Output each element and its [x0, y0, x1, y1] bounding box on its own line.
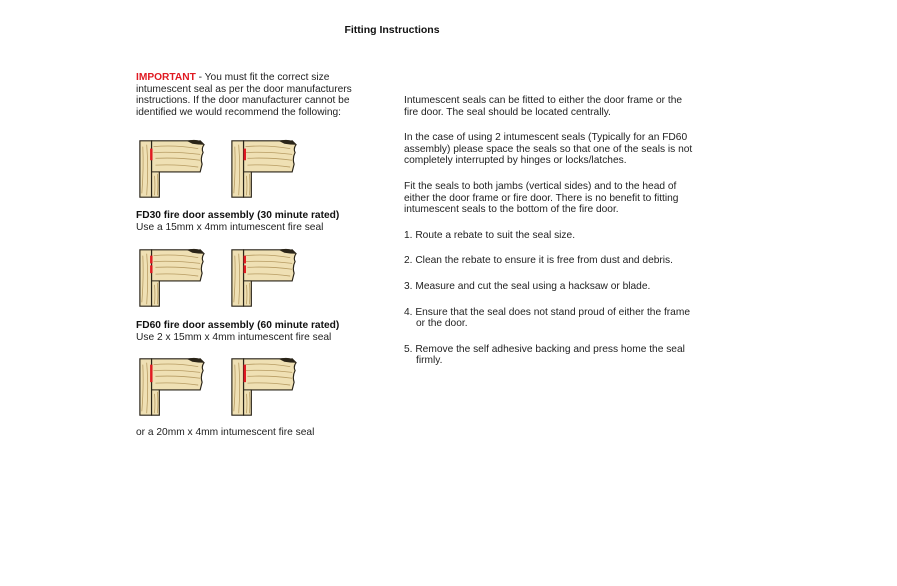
step-5: 5. Remove the self adhesive backing and press home the seal firmly.	[404, 343, 685, 367]
fd30-heading: FD30 fire door assembly (30 minute rated)	[136, 210, 340, 221]
fd30-caption	[136, 210, 396, 233]
double-seal-door-diagram	[228, 247, 298, 309]
seal-in-door-diagram	[228, 138, 298, 200]
important-note	[136, 72, 386, 118]
step-1: 1. Route a rebate to suit the seal size.	[404, 229, 576, 241]
wide-seal-door-diagram	[228, 356, 298, 418]
alt-seal-text: or a 20mm x 4mm intumescent fire seal	[136, 427, 315, 438]
fd60-caption	[136, 320, 396, 343]
fd60-heading: FD60 fire door assembly (60 minute rated)	[136, 320, 340, 331]
step-2: 2. Clean the rebate to ensure it is free from dust and debris.	[404, 255, 673, 267]
fd30-text: Use a 15mm x 4mm intumescent fire seal	[136, 221, 324, 233]
page-title: Fitting Instructions	[344, 24, 440, 36]
step-3: 3. Measure and cut the seal using a hacksaw or blade.	[404, 280, 651, 292]
important-text: - You must fit the correct size intumescent seal as per the door manufacturers instructions. If the door manufacturer cannot be identified we would recommend the following:	[136, 72, 352, 118]
jambs-paragraph: Fit the seals to both jambs (vertical sides) and to the head of either the door frame or fire door. There is no benefit to fitting intumescent seals to the bottom of the fire door.	[404, 180, 679, 216]
instructions-column	[404, 95, 694, 381]
step-4: 4. Ensure that the seal does not stand proud of either the frame or the door.	[404, 306, 690, 330]
intro-paragraph: Intumescent seals can be fitted to either the door frame or the fire door. The seal should be located centrally.	[404, 95, 683, 118]
wide-seal-frame-diagram	[136, 356, 206, 418]
diagram-row-wide-seal	[136, 356, 306, 418]
diagram-row-fd60	[136, 247, 306, 309]
spacing-paragraph: In the case of using 2 intumescent seals (Typically for an FD60 assembly) please space the seals so that one of the seals is not completely interrupted by hinges or locks/latches.	[404, 132, 693, 167]
seal-in-frame-diagram	[136, 138, 206, 200]
diagram-row-fd30	[136, 138, 306, 200]
alt-seal-caption	[136, 427, 396, 439]
fd60-text: Use 2 x 15mm x 4mm intumescent fire seal	[136, 331, 332, 343]
double-seal-frame-diagram	[136, 247, 206, 309]
important-label: IMPORTANT	[136, 72, 196, 83]
